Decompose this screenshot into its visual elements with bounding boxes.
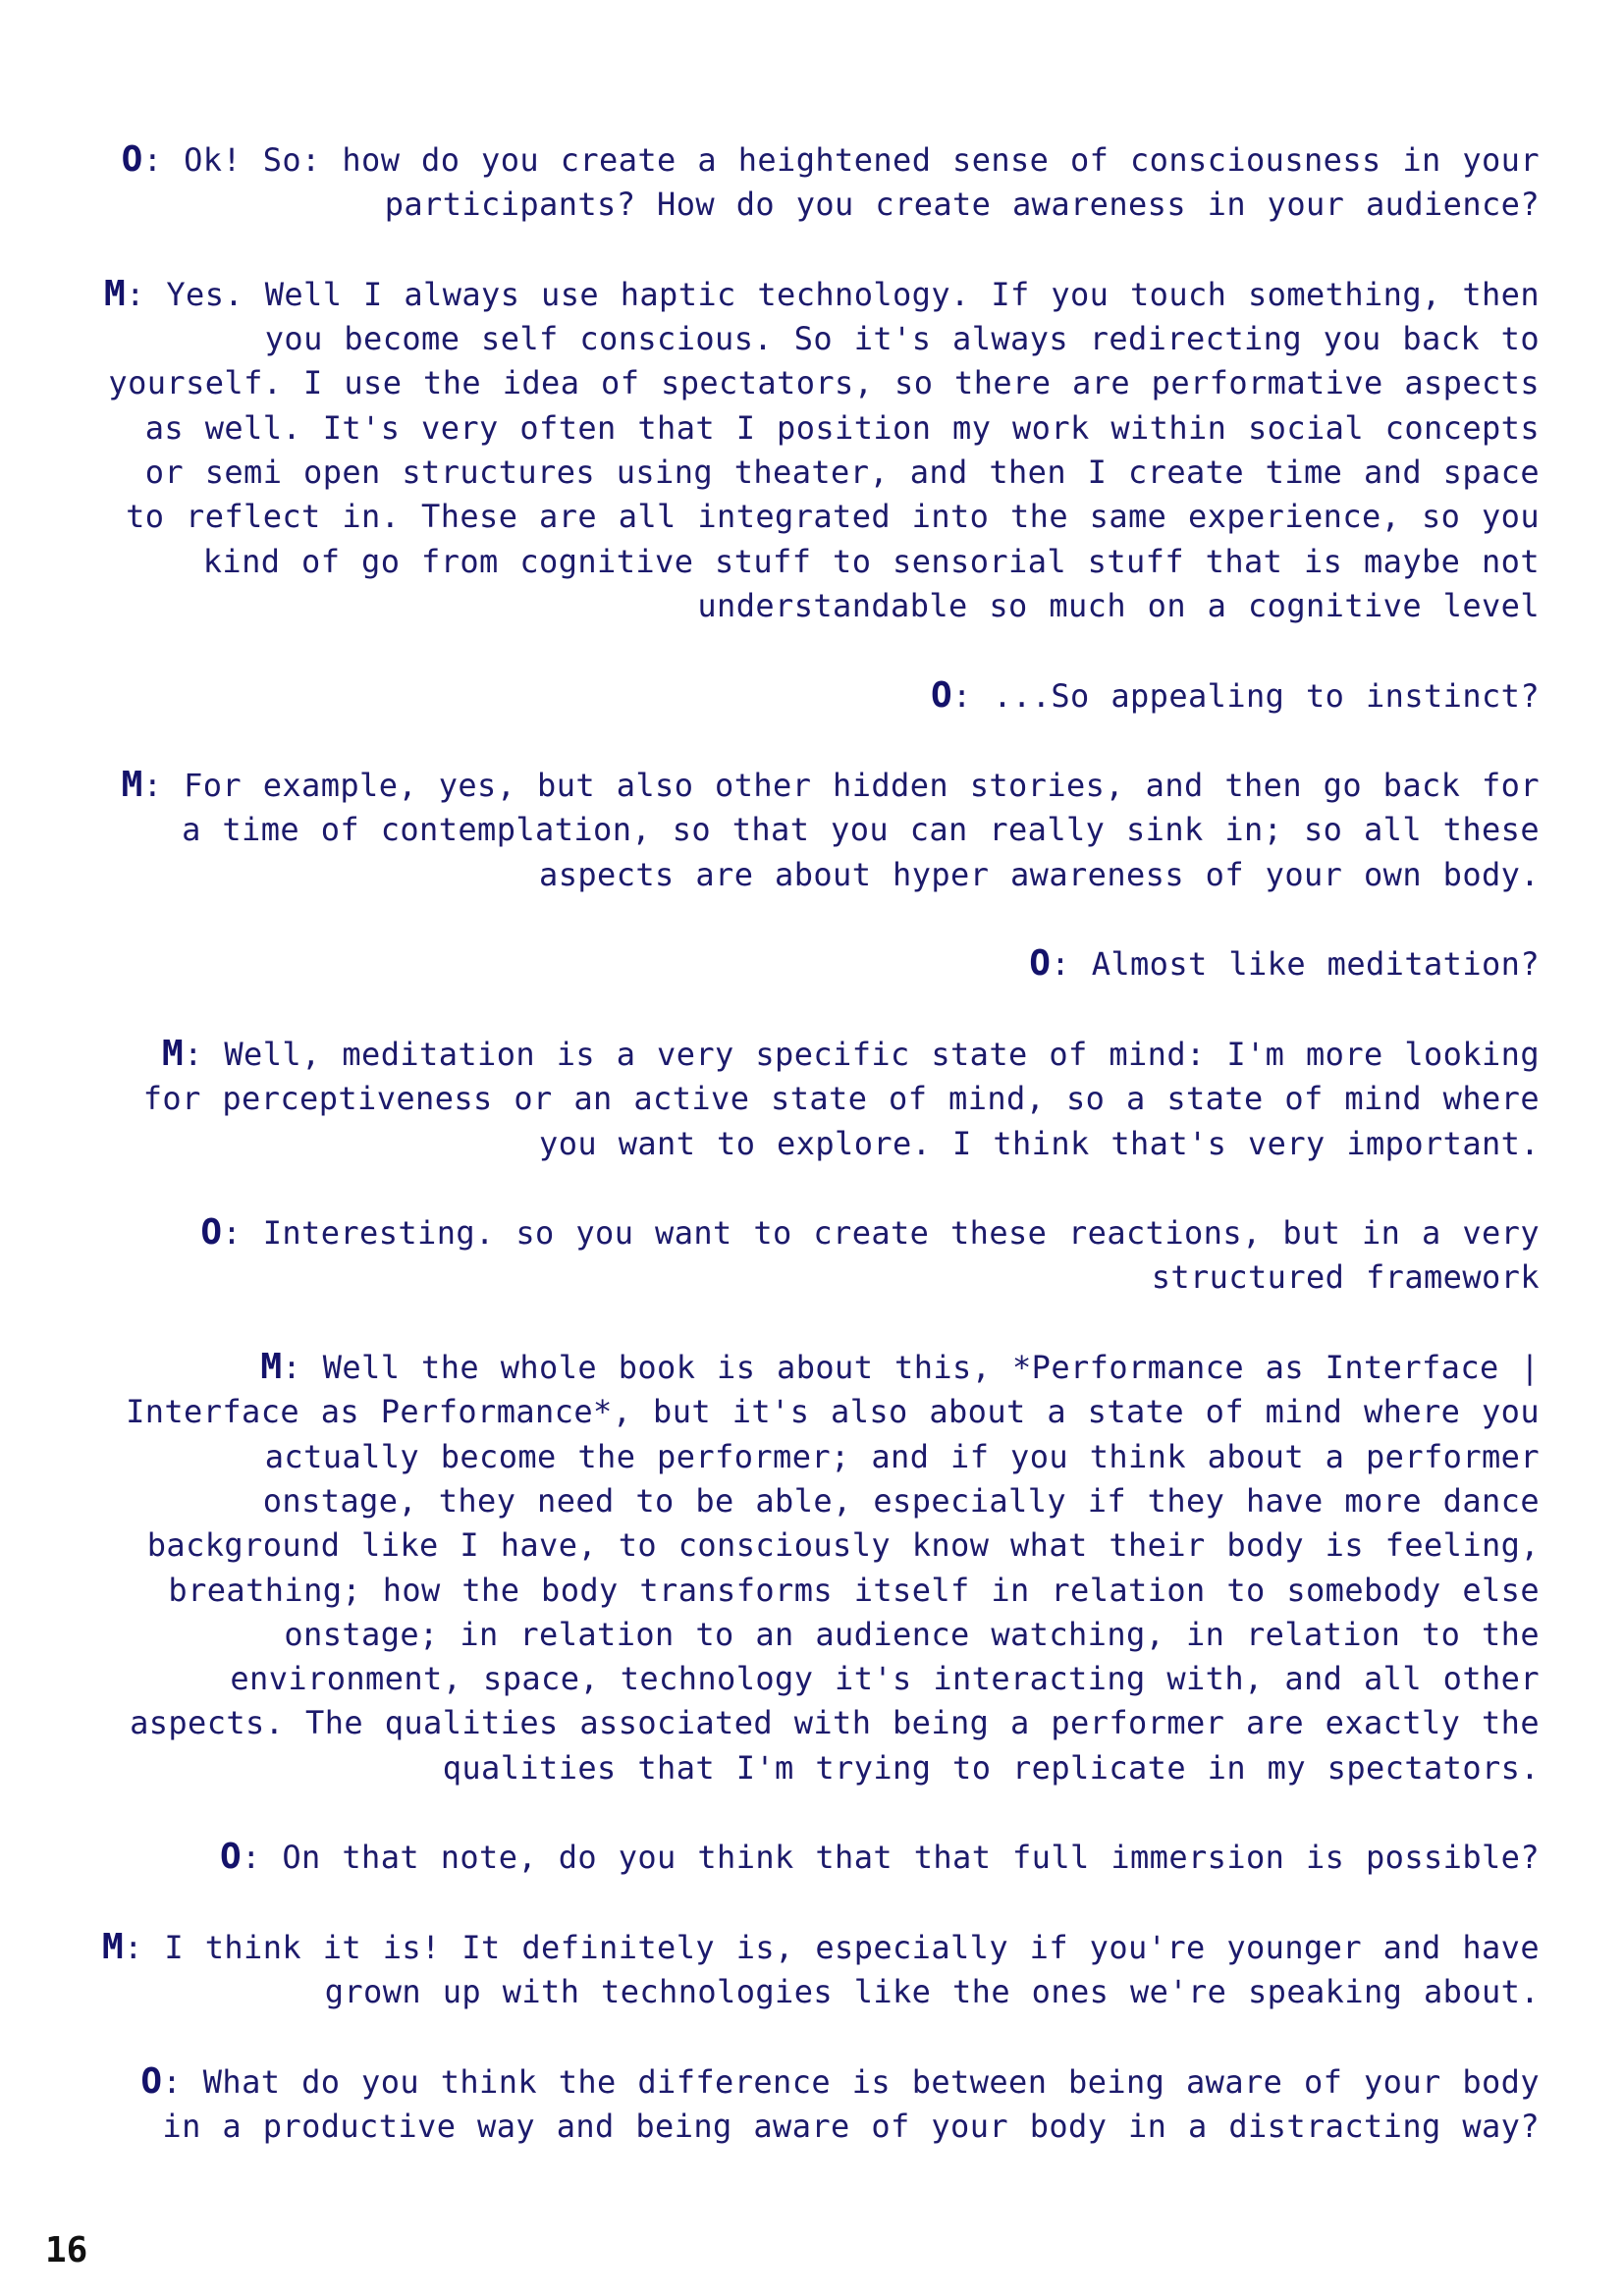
interview-text (94, 137, 1540, 2194)
speaker-label-m: M (260, 1347, 283, 1388)
paragraph-6 (94, 1032, 1540, 1166)
paragraph-5 (94, 941, 1540, 987)
speaker-label-o: O (200, 1212, 223, 1254)
paragraph-text: : What do you think the difference is between being aware of your body in a productive way and being aware of your body in a distracting way? (162, 2062, 1540, 2146)
speaker-label-m: M (103, 273, 127, 314)
speaker-label-o: O (930, 674, 953, 716)
paragraph-text: : Well the whole book is about this, *Performance as Interface | Interface as Performance*, but it's also about a state of mind where you actually become the performer; and if you think about a performer onstage, they need to be able, especially if they have more dance background like I have, to consciously know what their body is feeling, breathing; how the body transforms itself in relation to somebody else onstage; in relation to an audience watching, in relation to the environment, space, technology it's interacting with, and all other aspects. The qualities associated with being a performer are exactly the qualities that I'm trying to replicate in my spectators. (126, 1349, 1540, 1787)
speaker-label-m: M (121, 765, 143, 806)
paragraph-text: : Well, meditation is a very specific state of mind: I'm more looking for perceptiveness or an active state of mind, so a state of mind where you want to explore. I think that's very important. (142, 1035, 1540, 1162)
paragraph-7 (94, 1210, 1540, 1301)
paragraph-text: : Ok! So: how do you create a heightened sense of consciousness in your participants? How do you create awareness in your audience? (142, 141, 1540, 224)
paragraph-text: : Yes. Well I always use haptic technology. If you touch something, then you become self conscious. So it's always redirecting you back to yourself. I use the idea of spectators, so there are performative aspects as well. It's very often that I position my work within social concepts or semi open structures using theater, and then I create time and space to reflect in. These are all integrated into the same experience, so you kind of go from cognitive stuff to sensorial stuff that is maybe not understandable so much on a cognitive level (108, 275, 1540, 624)
paragraph-3 (94, 673, 1540, 719)
paragraph-text: : I think it is! It definitely is, especially if you're younger and have grown up with technologies like the ones we're speaking about. (124, 1928, 1540, 2011)
speaker-label-o: O (140, 2060, 163, 2102)
paragraph-text: : Interesting. so you want to create these reactions, but in a very structured framework (222, 1214, 1540, 1297)
paragraph-4 (94, 763, 1540, 897)
paragraph-8 (94, 1345, 1540, 1790)
speaker-label-m: M (101, 1926, 125, 1967)
paragraph-text: : On that note, do you think that that full immersion is possible? (242, 1839, 1540, 1877)
paragraph-text: : Almost like meditation? (1051, 945, 1540, 984)
speaker-label-o: O (219, 1837, 243, 1878)
paragraph-10 (94, 1925, 1540, 2015)
paragraph-text: : For example, yes, but also other hidden stories, and then go back for a time of contemplation, so that you can really sink in; so all these aspects are about hyper awareness of your own body. (142, 767, 1540, 893)
speaker-label-m: M (161, 1033, 185, 1074)
paragraph-2 (94, 272, 1540, 628)
paragraph-text: : ...So appealing to instinct? (952, 676, 1540, 715)
page-number: 16 (45, 2230, 88, 2270)
speaker-label-o: O (1029, 943, 1052, 985)
paragraph-1 (94, 137, 1540, 228)
speaker-label-o: O (121, 139, 143, 180)
paragraph-9 (94, 1835, 1540, 1880)
paragraph-11 (94, 2059, 1540, 2150)
